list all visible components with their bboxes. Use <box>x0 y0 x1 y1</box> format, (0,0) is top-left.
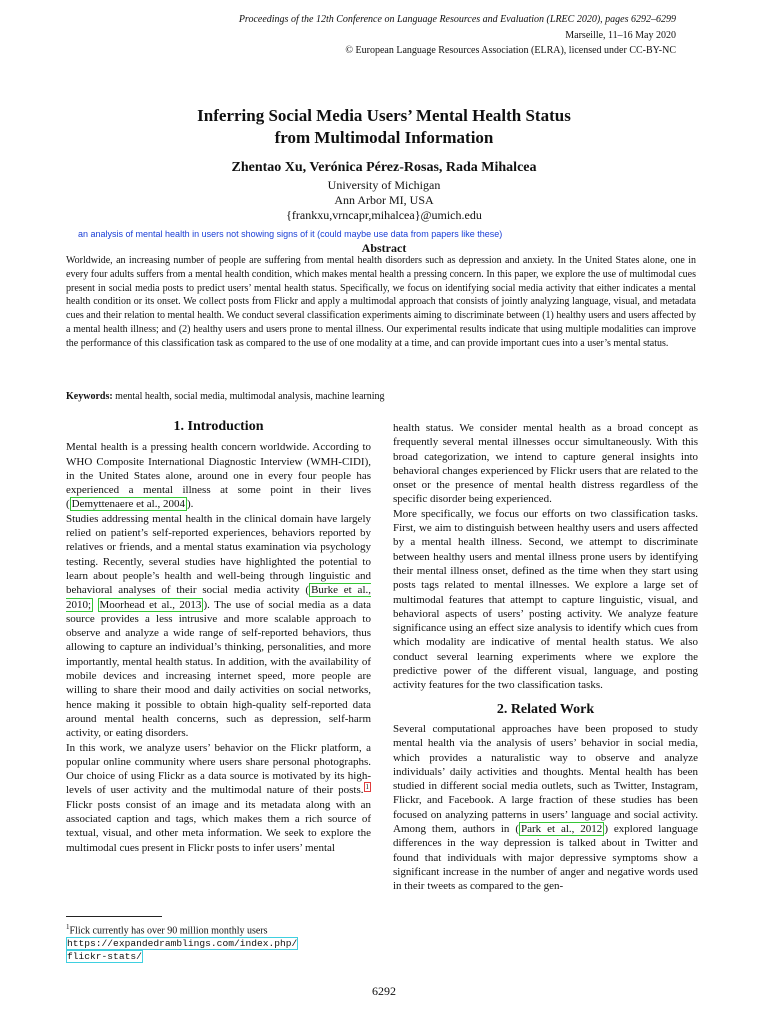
footnote <box>66 921 371 963</box>
related-p1-text: Several computational approaches have been proposed to study mental health via the analysis of users’ behavior in social media, which provides a naturalistic way to observe and analyze individuals’ daily activities and thoughts. Mental health has been studied in different social media outlets, such as Twitter, Instagram, Flickr, and Facebook. A large fraction of these studies has been focused on analyzing patterns in users’ language and social activity. Among them, authors in ( <box>393 722 698 836</box>
citation-link[interactable]: Burke et al., 2010; <box>66 584 371 611</box>
citation-link[interactable]: Demyttenaere et al., 2004 <box>71 498 185 511</box>
right-column <box>393 421 698 894</box>
intro-paragraph-1 <box>66 440 371 511</box>
venue-date-line: Marseille, 11–16 May 2020 <box>565 29 676 41</box>
intro-p2-text: Studies addressing mental health in the clinical domain have largely relied on patient’s self-reported experiences, behaviors reported by relatives or friends, and a mental status examination via psychology testing. Recently, several studies have highlighted the potential to learn about people’s health and well-being through linguistic and behavioral analyses of their social media activity ( <box>66 512 371 597</box>
affiliation: University of Michigan <box>327 178 441 192</box>
footnote-ref-link[interactable]: 1 <box>365 782 369 791</box>
proceedings-header <box>116 12 676 59</box>
keywords-text: mental health, social media, multimodal analysis, machine learning <box>115 391 385 402</box>
license-line: © European Language Resources Association (ELRA), licensed under CC-BY-NC <box>345 45 676 56</box>
user-annotation: an analysis of mental health in users not showing signs of it (could maybe use data from papers like these) <box>78 229 503 239</box>
title-line-2: from Multimodal Information <box>274 128 494 147</box>
email: {frankxu,vrncapr,mihalcea}@umich.edu <box>286 208 482 222</box>
abstract-heading: Abstract <box>361 241 407 255</box>
intro-paragraph-continued: health status. We consider mental health as a broad concept as frequently several mental illnesses occur simultaneously. With this broad categorization, we intend to capture general insights into behavioral changes experienced by Flickr users that are related to the onset or the presence of mental health distress regardless of the specific disorder being experienced. <box>393 422 698 506</box>
keywords <box>66 391 385 402</box>
intro-paragraph-2 <box>66 512 371 741</box>
related-paragraph-1 <box>393 722 698 894</box>
address: Ann Arbor MI, USA <box>334 193 434 207</box>
intro-p1-text: Mental health is a pressing health concern worldwide. According to WHO Composite International Diagnostic Interview (WMH-CIDI), in the United States alone, around one in every four people has experienced a mental illness at some point in their lives ( <box>66 441 371 511</box>
intro-p1-tail: ). <box>187 498 194 511</box>
related-p1-tail: ) explored language differences in the way depression is talked about in Twitter and found that individuals with major depressive symptoms show a significant increase in the number of anger and negative words used in their tweets as compared to the gen- <box>393 823 698 893</box>
footnote-url-link[interactable]: https://expandedramblings.com/index.php/ <box>67 938 298 950</box>
intro-p3-text: In this work, we analyze users’ behavior on the Flickr platform, a popular online community where users share personal photographs. Our choice of using Flickr as a data source is motivated by its high-levels of user activity and the multimodal nature of their posts. <box>66 741 371 797</box>
author-list: Zhentao Xu, Verónica Pérez-Rosas, Rada Mihalcea <box>231 160 537 175</box>
citation-link[interactable]: Moorhead et al., 2013 <box>99 598 202 611</box>
proceedings-line: Proceedings of the 12th Conference on Language Resources and Evaluation (LREC 2020), pages 6292–6299 <box>238 14 676 25</box>
intro-paragraph-3 <box>66 741 371 855</box>
intro-p3-tail: Flickr posts consist of an image and its metadata along with an associated caption and tags, which makes them a rich source of textual, visual, and other meta information. We seek to explore the multimodal cues present in Flickr posts to infer users’ mental <box>66 798 371 854</box>
footnote-divider <box>66 916 162 917</box>
abstract-text: Worldwide, an increasing number of people are suffering from mental health disorders such as depression and anxiety. In the United States alone, one in every four adults suffers from a mental health condition, which makes mental health a pressing concern. In this paper, we explore the use of multimodal cues present in social media posts to predict users’ mental health status. Specifically, we focus on identifying social media activity that either indicates a mental health condition or its onset. We collect posts from Flickr and apply a multimodal approach that consists of jointly analyzing language, visual, and metadata cues and their relation to mental health. We conduct several classification experiments aiming to discriminate between (1) healthy users and users affected by a mental health illness; and (2) healthy users and users prone to mental illness. Our experimental results indicate that using multiple modalities can improve the performance of this classification task as compared to the use of one modality at a time, and can provide important cues into a user’s mental status. <box>66 255 696 349</box>
footnote-url-link[interactable]: flickr-stats/ <box>67 951 142 963</box>
affiliation-block <box>90 178 678 223</box>
title-line-1: Inferring Social Media Users’ Mental Health Status <box>197 106 571 125</box>
page-number: 6292 <box>372 984 396 998</box>
footnote-mark: 1 <box>66 923 70 931</box>
section-heading-introduction: 1. Introduction <box>173 419 264 434</box>
footnote-text: Flick currently has over 90 million monthly users <box>69 925 268 937</box>
intro-p2-tail: ). The use of social media as a data source provides a less intrusive and more scalable approach to observe and analyze a wide range of self-reported behaviors, thus allowing to capture an individual’s thinking, personalities, and more importantly, mental health status. In addition, with the availability of mobile devices and increasing internet speed, more people are willing to share their mood and daily activities on social networks, hence making it possible to obtain high-quality self-reported data around mental health concerns, such as depression, self-harm activity, or eating disorders. <box>66 598 372 740</box>
paper-title <box>90 105 678 149</box>
section-heading-related-work: 2. Related Work <box>496 701 595 717</box>
intro-paragraph-4: More specifically, we focus our efforts on two classification tasks. First, we aim to distinguish between healthy users and users affected by a mental health illness. Second, we attempt to discriminate between healthy users and mental illness prone users by identifying their mental illness onset, defined as the time when they start using posts tags related to mental illnesses. We explore a large set of multimodal features that attempt to capture linguistic, visual, and behavioral aspects of users’ posting activity. We analyze feature significance using an effect size analysis to identify which cues from which modality are indicative of mental health status. We also conduct several learning experiments where we explore the predictive power of the different visual, language, and posting activity features for the two classification tasks. <box>393 507 698 692</box>
citation-link[interactable]: Park et al., 2012 <box>521 823 603 836</box>
keywords-label: Keywords: <box>66 391 113 402</box>
left-column <box>66 420 371 855</box>
